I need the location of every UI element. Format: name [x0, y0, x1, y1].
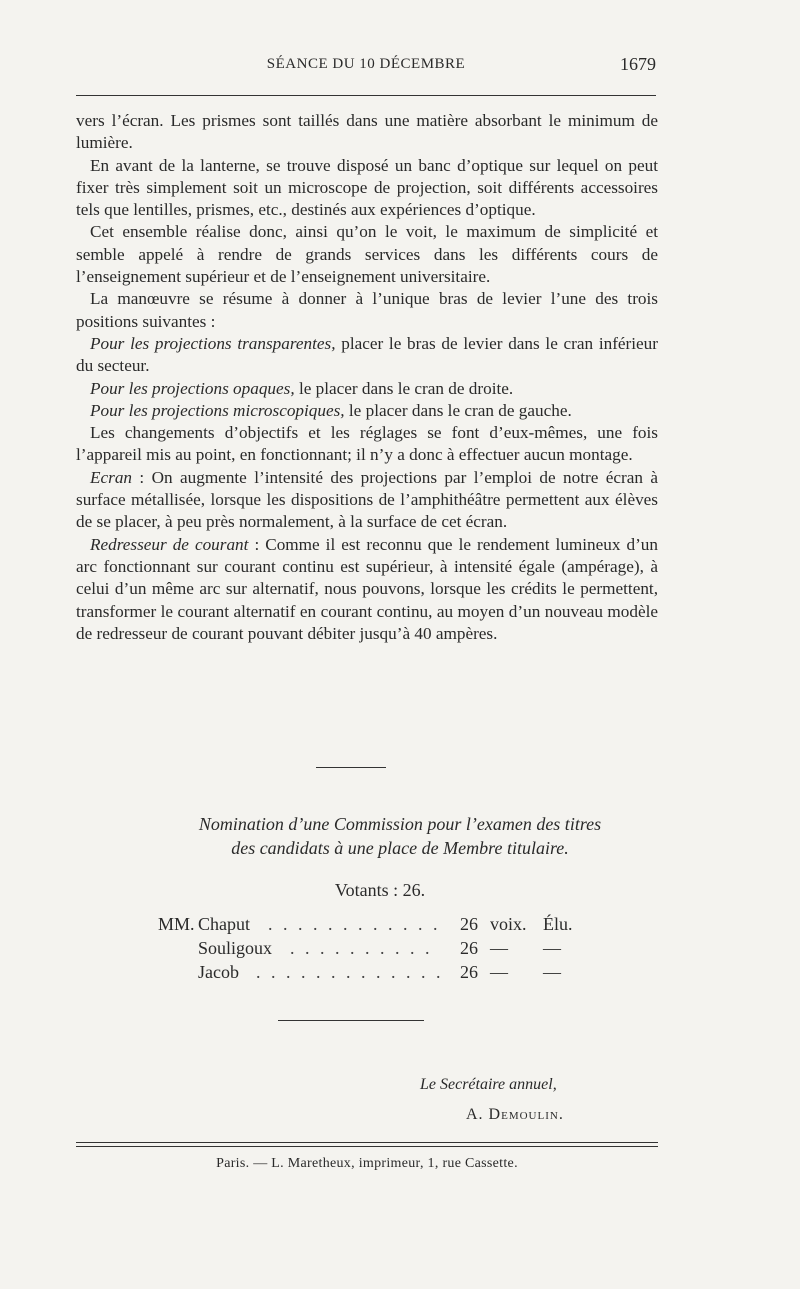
body-text [76, 110, 658, 645]
footer-rule [76, 1142, 658, 1143]
vote-results [158, 912, 598, 984]
section-divider [316, 767, 386, 768]
paragraph: En avant de la lanterne, se trouve disposé un banc d’optique sur lequel on peut fixer très simplement soit un microscope de projection, soit différents accessoires tels que lentilles, prismes, etc., destinés aux expériences d’optique. [76, 155, 658, 220]
vote-unit: voix. [490, 914, 527, 934]
paragraph: Redresseur de courant : Comme il est reconnu que le rendement lumineux d’un arc fonctionnant sur courant continu est supérieur, à intensité égale (ampérage), à celui d’un même arc sur alternatif, nous pouvons, lorsque les crédits le permettent, transformer le courant alternatif en courant continu, au moyen d’un nouveau modèle de redresseur de courant pouvant débiter jusqu’à 40 ampères. [76, 534, 658, 643]
printer-imprint: Paris. — L. Maretheux, imprimeur, 1, rue Cassette. [216, 1156, 518, 1171]
signature-block [420, 1070, 564, 1130]
page-number: 1679 [620, 54, 656, 74]
vote-unit: — [490, 938, 508, 958]
signature-role: Le Secrétaire annuel, [420, 1076, 557, 1093]
paragraph: Pour les projections transparentes, placer le bras de levier dans le cran inférieur du secteur. [76, 333, 658, 376]
paragraph: Ecran : On augmente l’intensité des projections par l’emploi de notre écran à surface métallisée, lorsque les dispositions de l’amphithéâtre permettent aux élèves de se placer, à peu près normalement, à la surface de cet écran. [76, 467, 658, 532]
vote-row [158, 960, 598, 984]
vote-status: — [543, 938, 561, 958]
votants-count: Votants : 26. [334, 880, 426, 900]
vote-status: Élu. [543, 914, 573, 934]
paragraph-lead: Pour les projections opaques, [90, 378, 295, 398]
section-title [100, 812, 700, 860]
closing-divider [278, 1020, 424, 1021]
vote-count: 26 [460, 914, 478, 934]
candidate-name: Souligoux [198, 938, 273, 958]
paragraph-lead: Pour les projections transparentes, [90, 333, 336, 353]
paragraph: Pour les projections microscopiques, le placer dans le cran de gauche. [90, 400, 572, 420]
header-rule [76, 95, 656, 96]
paragraph: Pour les projections opaques, le placer dans le cran de droite. [90, 378, 514, 398]
vote-count: 26 [460, 962, 478, 982]
candidate-name: Jacob [198, 962, 239, 982]
vote-unit: — [490, 962, 508, 982]
leader-dots: . . . . . . . . . . . . [268, 914, 441, 934]
paragraph: Cet ensemble réalise donc, ainsi qu’on le voit, le maximum de simplicité et semble appelé à rendre de grands services dans les différents cours de l’enseignement supérieur et de l’enseignement universitaire. [76, 222, 658, 287]
paragraph: vers l’écran. Les prismes sont taillés dans une matière absorbant le minimum de lumière. [76, 111, 658, 153]
footer-rule [76, 1146, 658, 1147]
paragraph-lead: Pour les projections microscopiques, [90, 400, 345, 420]
leader-dots: . . . . . . . . . . [290, 938, 433, 958]
vote-prefix: MM. [158, 914, 195, 934]
section-title-line: des candidats à une place de Membre titulaire. [231, 838, 569, 858]
vote-status: — [543, 962, 561, 982]
vote-row [158, 936, 598, 960]
vote-row [158, 912, 598, 936]
paragraph-lead: Redresseur de courant [90, 534, 249, 554]
signature-name: A. Demoulin. [466, 1106, 564, 1123]
section-title-line: Nomination d’une Commission pour l’examen des titres [198, 814, 602, 834]
leader-dots: . . . . . . . . . . . . . [256, 962, 444, 982]
paragraph-lead: Ecran [90, 467, 133, 487]
running-title: SÉANCE DU 10 DÉCEMBRE [266, 56, 466, 72]
candidate-name: Chaput [198, 914, 250, 934]
vote-count: 26 [460, 938, 478, 958]
paragraph: Les changements d’objectifs et les réglages se font d’eux-mêmes, une fois l’appareil mis au point, en fonctionnant; il n’y a donc à effectuer aucun montage. [76, 423, 658, 465]
paragraph: La manœuvre se résume à donner à l’unique bras de levier l’une des trois positions suivantes : [76, 289, 658, 331]
page-header [76, 56, 656, 80]
